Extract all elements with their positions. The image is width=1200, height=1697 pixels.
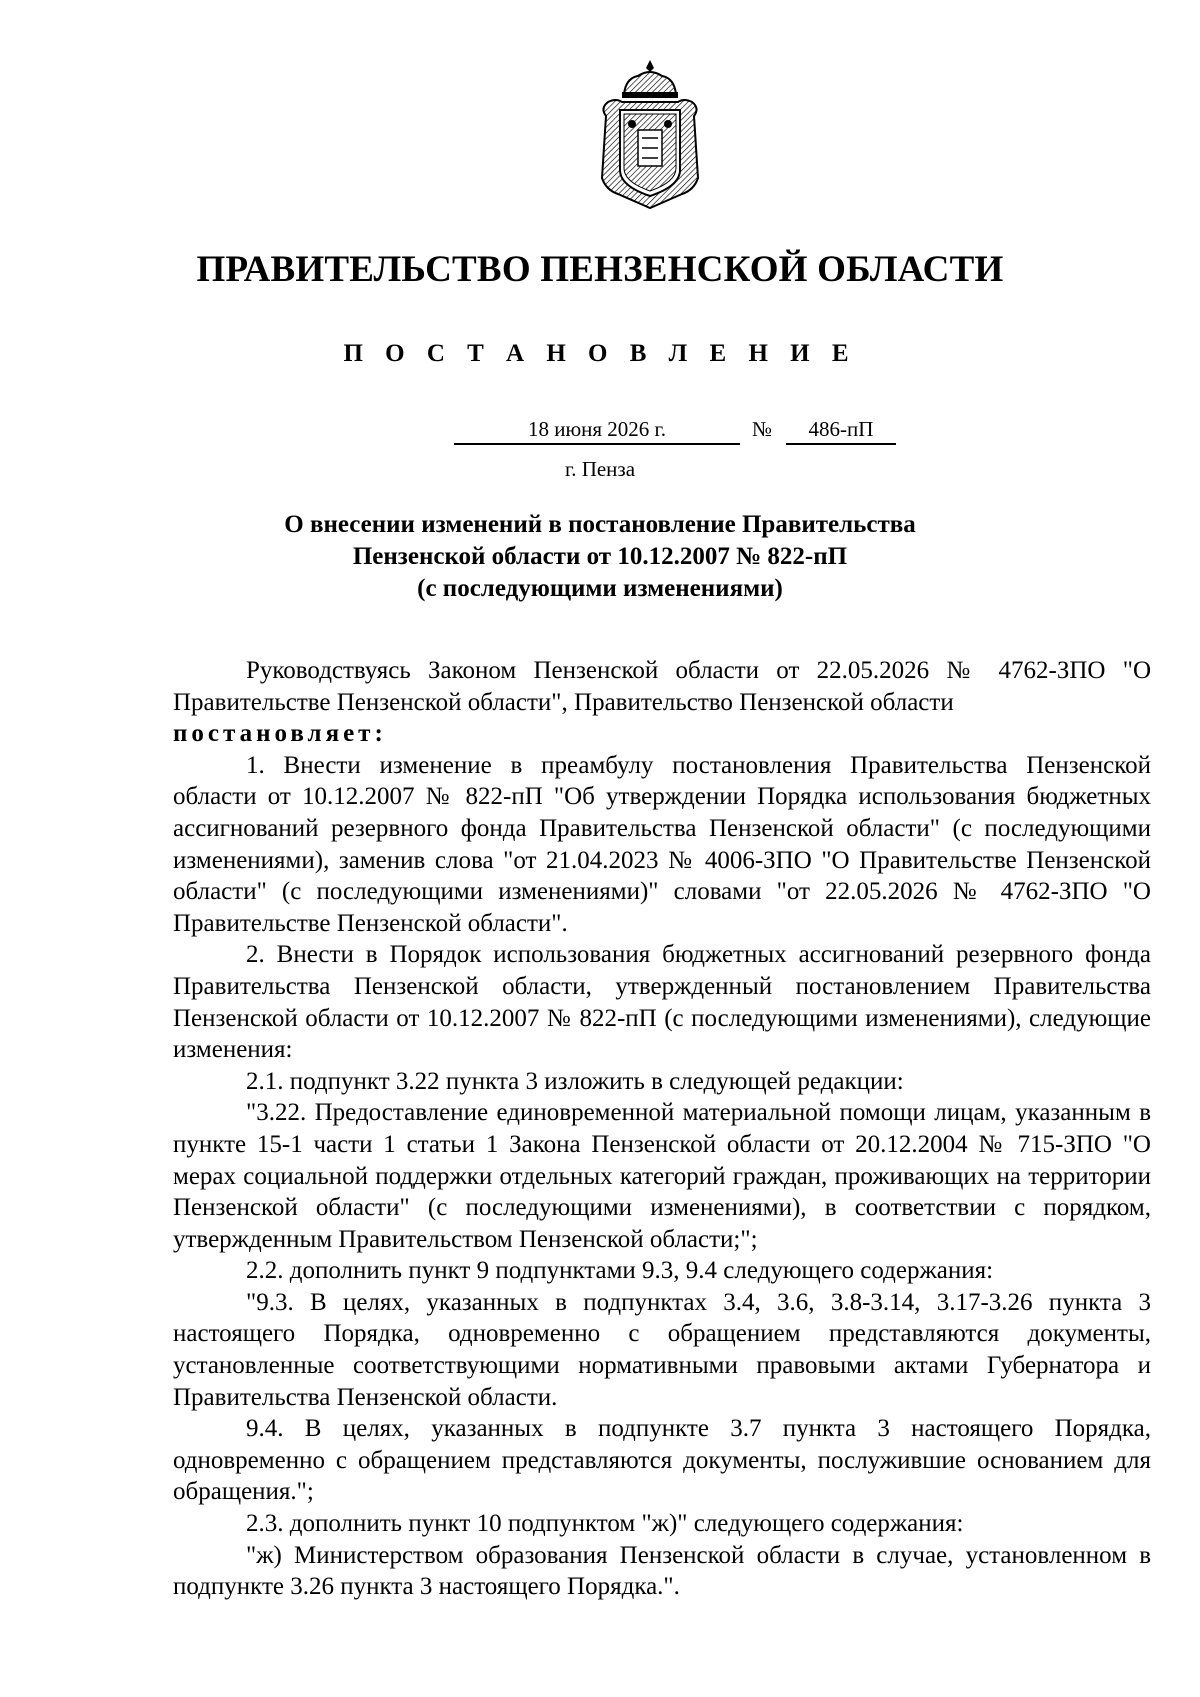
resolves-word: постановляет: [173, 720, 387, 748]
document-body [173, 655, 1151, 1603]
body-paragraph: "3.22. Предоставление единовременной материальной помощи лицам, указанным в пункте 15-1 части 1 статьи 1 Закона Пензенской области от 20.12.2004 № 715-ЗПО "О мерах социальной поддержки отдельных категорий граждан, проживающих на территории Пензенской области" (с последующими изменениями), в соответствии с порядком, утвержденным Правительством Пензенской области;"; [173, 1099, 1151, 1253]
heading-line-2: Пензенской области от 10.12.2007 № 822-пП [352, 543, 848, 570]
heading-line-3: (с последующими изменениями) [417, 575, 783, 602]
document-date: 18 июня 2026 г. [454, 415, 740, 445]
city-label: г. Пенза [564, 457, 636, 481]
document-number: 486-пП [786, 415, 896, 445]
body-paragraph: 1. Внести изменение в преамбулу постановления Правительства Пензенской области от 10.12.2007 № 822-пП "Об утверждении Порядка использования бюджетных ассигнований резервного фонда Правительства Пензенской области" (с последующими изменениями), заменив слова "от 21.04.2023 № 4006-ЗПО "О Правительстве Пензенской области" (с последующими изменениями)" словами "от 22.05.2026 № 4762-ЗПО "О Правительстве Пензенской области". [173, 751, 1151, 937]
body-paragraph: 2. Внести в Порядок использования бюджетных ассигнований резервного фонда Правительства Пензенской области, утвержденный постановлением Правительства Пензенской области от 10.12.2007 № 822-пП (с последующими изменениями), следующие изменения: [173, 941, 1151, 1064]
intro-paragraph: Руководствуясь Законом Пензенской области от 22.05.2026 № 4762-ЗПО "О Правительстве Пензенской области", Правительство Пензенской области [173, 657, 1151, 716]
body-paragraph: 2.2. дополнить пункт 9 подпунктами 9.3, 9.4 следующего содержания: [246, 1257, 994, 1285]
body-paragraph: 2.1. подпункт 3.22 пункта 3 изложить в следующей редакции: [246, 1067, 904, 1095]
government-name-title: ПРАВИТЕЛЬСТВО ПЕНЗЕНСКОЙ ОБЛАСТИ [196, 249, 1004, 290]
document-type-label: П О С Т А Н О В Л Е Н И Е [343, 340, 857, 367]
heading-line-1: О внесении изменений в постановление Правительства [284, 511, 916, 538]
body-paragraph: 9.4. В целях, указанных в подпункте 3.7 пункта 3 настоящего Порядка, одновременно с обращением представляются документы, послужившие основанием для обращения."; [173, 1415, 1151, 1506]
body-paragraph: "9.3. В целях, указанных в подпунктах 3.4, 3.6, 3.8-3.14, 3.17-3.26 пункта 3 настоящего Порядка, одновременно с обращением представляются документы, установленные соответствующими нормативными правовыми актами Губернатора и Правительства Пензенской области. [173, 1288, 1151, 1411]
number-sign: № [751, 417, 773, 441]
body-paragraph: 2.3. дополнить пункт 10 подпунктом "ж)" следующего содержания: [246, 1510, 964, 1538]
body-paragraph: "ж) Министерством образования Пензенской области в случае, установленном в подпункте 3.26 пункта 3 настоящего Порядка.". [173, 1541, 1151, 1601]
resolves-paragraph [173, 718, 1151, 750]
document-heading [0, 509, 1200, 605]
coat-of-arms-emblem [590, 58, 710, 210]
date-number-line [0, 415, 1200, 445]
